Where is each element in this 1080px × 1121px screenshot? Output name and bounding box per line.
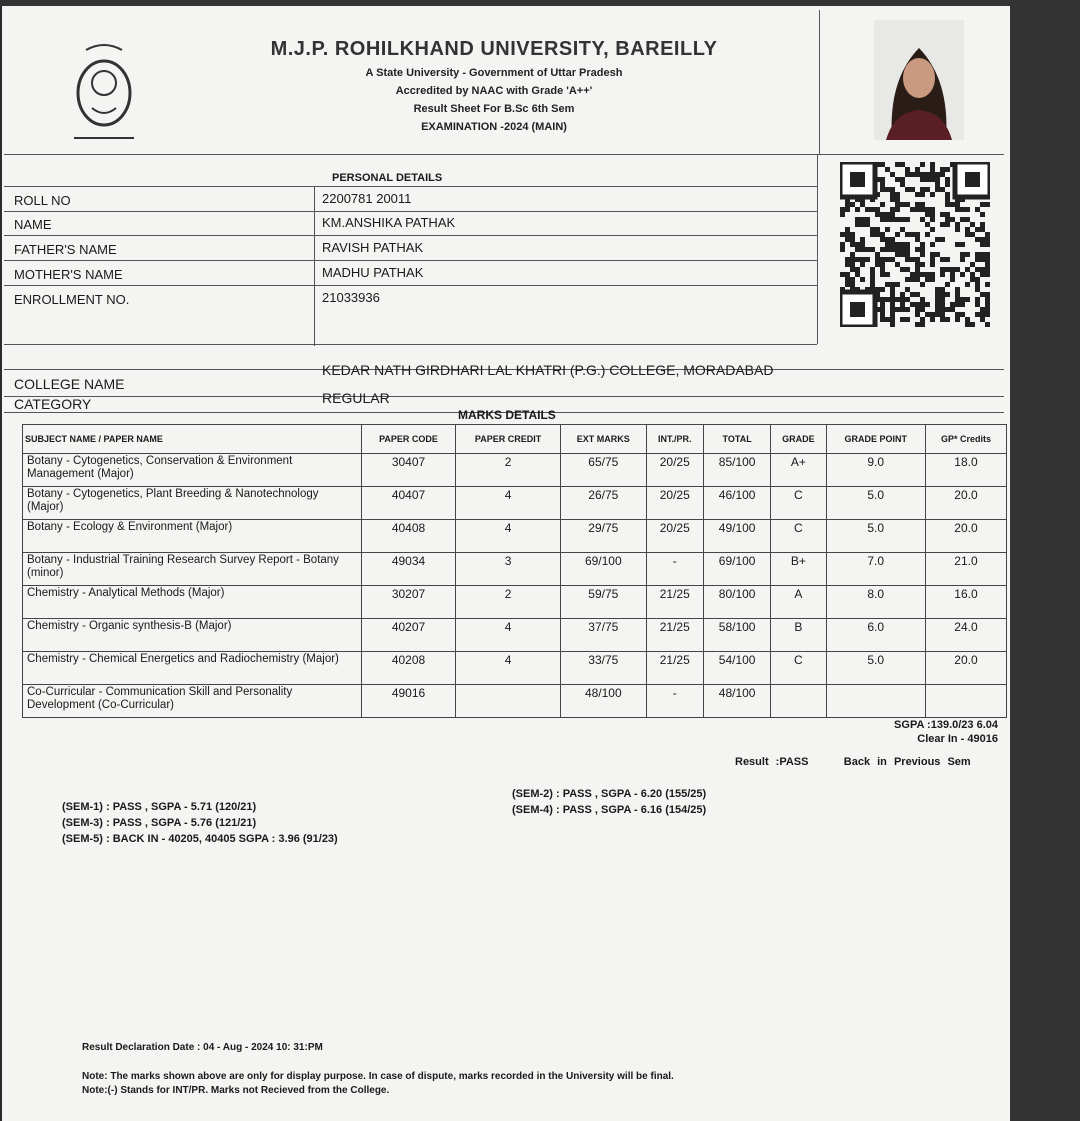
sem-1-result: (SEM-1) : PASS , SGPA - 5.71 (120/21): [62, 801, 257, 813]
header-grade: GRADE: [771, 425, 826, 454]
personal-details-title: PERSONAL DETAILS: [332, 172, 443, 184]
subject-cell: Co-Curricular - Communication Skill and Personality Development (Co-Curricular): [23, 685, 362, 718]
mother-name-value: MADHU PATHAK: [322, 265, 424, 280]
int-pr-cell: 21/25: [646, 619, 703, 652]
grade-point-cell: 7.0: [826, 553, 925, 586]
result-line: [735, 756, 971, 768]
grade-point-cell: 5.0: [826, 520, 925, 553]
sem-4-result: (SEM-4) : PASS , SGPA - 6.16 (154/25): [512, 804, 707, 816]
category-value: REGULAR: [322, 390, 390, 406]
sem-3-result: (SEM-3) : PASS , SGPA - 5.76 (121/21): [62, 817, 257, 829]
semester-results-right: [512, 786, 706, 818]
university-name: M.J.P. ROHILKHAND UNIVERSITY, BAREILLY: [270, 38, 718, 60]
paper-credit-cell: 3: [456, 553, 561, 586]
ext-marks-cell: 29/75: [561, 520, 646, 553]
student-photo: [874, 20, 964, 140]
grade-point-cell: [826, 685, 925, 718]
grade-point-cell: 6.0: [826, 619, 925, 652]
grade-cell: A+: [771, 454, 826, 487]
enrollment-value: 21033936: [322, 290, 380, 305]
gp-credits-cell: 21.0: [925, 553, 1006, 586]
grade-cell: C: [771, 487, 826, 520]
int-pr-cell: 21/25: [646, 586, 703, 619]
header-subject: SUBJECT NAME / PAPER NAME: [23, 425, 362, 454]
header-total: TOTAL: [703, 425, 770, 454]
roll-no-value: 2200781 20011: [322, 191, 412, 206]
grade-point-cell: 9.0: [826, 454, 925, 487]
enrollment-row: [4, 286, 817, 345]
marks-row: [23, 553, 1007, 586]
grade-cell: [771, 685, 826, 718]
photo-box: [819, 10, 1005, 154]
paper-code-cell: 40407: [362, 487, 456, 520]
subject-cell: Chemistry - Chemical Energetics and Radiochemistry (Major): [23, 652, 362, 685]
note-display-purpose: Note: The marks shown above are only for display purpose. In case of dispute, marks recorded in the University will be final.: [82, 1071, 674, 1082]
total-cell: 48/100: [703, 685, 770, 718]
father-name-label: FATHER'S NAME: [14, 242, 117, 257]
subject-cell: Botany - Ecology & Environment (Major): [23, 520, 362, 553]
marks-row: [23, 619, 1007, 652]
paper-code-cell: 30207: [362, 586, 456, 619]
total-cell: 54/100: [703, 652, 770, 685]
subject-cell: Botany - Industrial Training Research Survey Report - Botany (minor): [23, 553, 362, 586]
university-logo-icon: [64, 38, 144, 148]
marks-details-title: MARKS DETAILS: [458, 408, 556, 422]
ext-marks-cell: 48/100: [561, 685, 646, 718]
name-value: KM.ANSHIKA PATHAK: [322, 215, 456, 230]
ext-marks-cell: 65/75: [561, 454, 646, 487]
university-heading: [234, 38, 754, 133]
paper-credit-cell: 2: [456, 454, 561, 487]
sgpa-block: [894, 718, 998, 746]
marks-table: [22, 424, 1007, 718]
paper-credit-cell: [456, 685, 561, 718]
subject-cell: Botany - Cytogenetics, Conservation & Environment Management (Major): [23, 454, 362, 487]
clear-in-value: Clear In - 49016: [917, 733, 998, 745]
college-label: COLLEGE NAME: [14, 376, 125, 392]
sem-2-result: (SEM-2) : PASS , SGPA - 6.20 (155/25): [512, 788, 707, 800]
header-grade-point: GRADE POINT: [826, 425, 925, 454]
sgpa-value: SGPA :139.0/23 6.04: [894, 719, 998, 731]
grade-cell: B: [771, 619, 826, 652]
roll-no-label: ROLL NO: [14, 193, 71, 208]
total-cell: 58/100: [703, 619, 770, 652]
int-pr-cell: 20/25: [646, 487, 703, 520]
accreditation-line: Accredited by NAAC with Grade 'A++': [395, 85, 593, 97]
ext-marks-cell: 26/75: [561, 487, 646, 520]
subject-cell: Chemistry - Organic synthesis-B (Major): [23, 619, 362, 652]
father-name-row: [4, 236, 817, 261]
paper-credit-cell: 4: [456, 619, 561, 652]
grade-cell: C: [771, 652, 826, 685]
header-paper-credit: PAPER CREDIT: [456, 425, 561, 454]
header-gp-credits: GP* Credits: [925, 425, 1006, 454]
ext-marks-cell: 37/75: [561, 619, 646, 652]
examination-line: EXAMINATION -2024 (MAIN): [421, 121, 567, 133]
name-row: [4, 211, 817, 236]
int-pr-cell: -: [646, 553, 703, 586]
college-value: KEDAR NATH GIRDHARI LAL KHATRI (P.G.) COLLEGE, MORADABAD: [322, 362, 774, 378]
gp-credits-cell: 18.0: [925, 454, 1006, 487]
total-cell: 85/100: [703, 454, 770, 487]
category-label: CATEGORY: [14, 396, 92, 412]
paper-credit-cell: 4: [456, 487, 561, 520]
paper-code-cell: 40207: [362, 619, 456, 652]
marks-row: [23, 652, 1007, 685]
result-declaration-date: Result Declaration Date : 04 - Aug - 2024 10: 31:PM: [82, 1042, 323, 1053]
int-pr-cell: 20/25: [646, 454, 703, 487]
university-status: A State University - Government of Uttar Pradesh: [365, 67, 623, 79]
semester-results-left: [62, 799, 338, 847]
qr-code-icon: [840, 162, 990, 327]
qr-code-box: [817, 154, 1003, 344]
notes: [82, 1070, 674, 1098]
grade-point-cell: 5.0: [826, 652, 925, 685]
ext-marks-cell: 69/100: [561, 553, 646, 586]
result-status: Result :PASS: [735, 756, 809, 768]
paper-code-cell: 30407: [362, 454, 456, 487]
screen-bezel-right: [1010, 0, 1080, 1121]
total-cell: 69/100: [703, 553, 770, 586]
paper-credit-cell: 4: [456, 652, 561, 685]
sheet-header: [4, 8, 1004, 155]
marks-row: [23, 454, 1007, 487]
name-label: NAME: [14, 217, 52, 232]
result-sheet-title: Result Sheet For B.Sc 6th Sem: [413, 103, 575, 115]
gp-credits-cell: [925, 685, 1006, 718]
total-cell: 49/100: [703, 520, 770, 553]
gp-credits-cell: 20.0: [925, 520, 1006, 553]
back-note: Back in Previous Sem: [843, 756, 971, 768]
marks-row: [23, 487, 1007, 520]
grade-cell: B+: [771, 553, 826, 586]
gp-credits-cell: 20.0: [925, 652, 1006, 685]
father-name-value: RAVISH PATHAK: [322, 240, 424, 255]
result-sheet: [2, 6, 1010, 1121]
gp-credits-cell: 20.0: [925, 487, 1006, 520]
marks-row: [23, 520, 1007, 553]
enrollment-label: ENROLLMENT NO.: [14, 292, 130, 307]
ext-marks-cell: 33/75: [561, 652, 646, 685]
paper-credit-cell: 2: [456, 586, 561, 619]
grade-point-cell: 8.0: [826, 586, 925, 619]
paper-code-cell: 40208: [362, 652, 456, 685]
gp-credits-cell: 16.0: [925, 586, 1006, 619]
gp-credits-cell: 24.0: [925, 619, 1006, 652]
total-cell: 46/100: [703, 487, 770, 520]
marks-row: [23, 685, 1007, 718]
int-pr-cell: 21/25: [646, 652, 703, 685]
marks-header-row: [23, 425, 1007, 454]
header-int-pr: INT./PR.: [646, 425, 703, 454]
grade-cell: C: [771, 520, 826, 553]
total-cell: 80/100: [703, 586, 770, 619]
grade-cell: A: [771, 586, 826, 619]
note-int-pr: Note:(-) Stands for INT/PR. Marks not Recieved from the College.: [82, 1085, 390, 1096]
subject-cell: Botany - Cytogenetics, Plant Breeding & Nanotechnology (Major): [23, 487, 362, 520]
int-pr-cell: 20/25: [646, 520, 703, 553]
paper-code-cell: 40408: [362, 520, 456, 553]
header-ext-marks: EXT MARKS: [561, 425, 646, 454]
ext-marks-cell: 59/75: [561, 586, 646, 619]
subject-cell: Chemistry - Analytical Methods (Major): [23, 586, 362, 619]
header-paper-code: PAPER CODE: [362, 425, 456, 454]
mother-name-label: MOTHER'S NAME: [14, 267, 123, 282]
mother-name-row: [4, 261, 817, 286]
paper-code-cell: 49034: [362, 553, 456, 586]
int-pr-cell: -: [646, 685, 703, 718]
marks-row: [23, 586, 1007, 619]
roll-no-row: [4, 186, 817, 212]
sem-5-result: (SEM-5) : BACK IN - 40205, 40405 SGPA : 3.96 (91/23): [62, 833, 338, 845]
paper-code-cell: 49016: [362, 685, 456, 718]
grade-point-cell: 5.0: [826, 487, 925, 520]
paper-credit-cell: 4: [456, 520, 561, 553]
